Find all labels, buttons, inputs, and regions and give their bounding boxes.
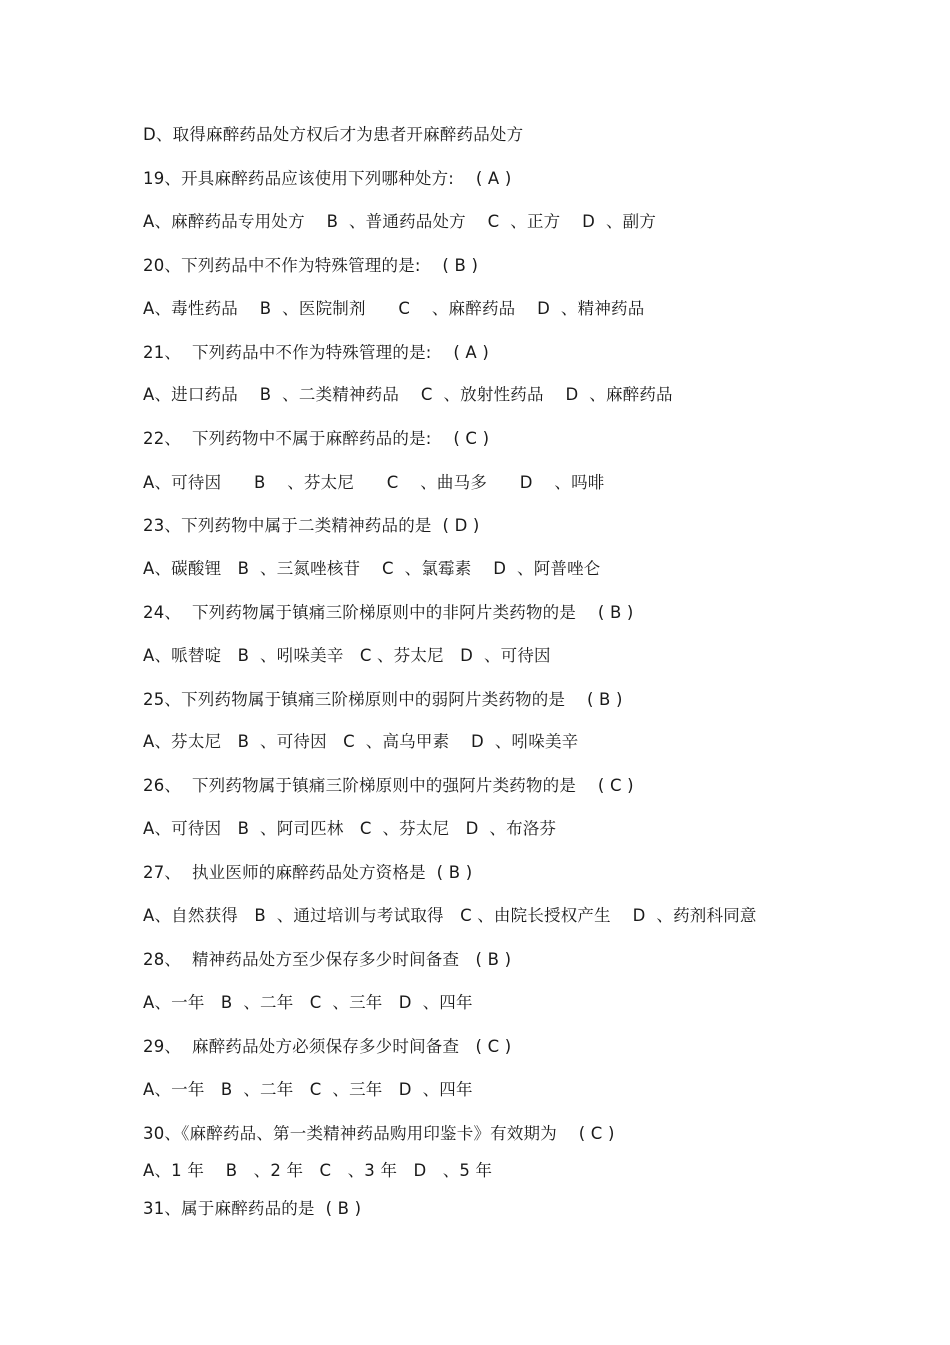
options-q30: A、1 年 B 、2 年 C 、3 年 D 、5 年	[143, 1161, 493, 1180]
question-29: 29、 麻醉药品处方必须保存多少时间备查 ( C )	[143, 1037, 512, 1056]
question-30: 30、《麻醉药品、第一类精神药品购用印鉴卡》有效期为 ( C )	[143, 1124, 615, 1143]
question-26: 26、 下列药物属于镇痛三阶梯原则中的强阿片类药物的是 ( C )	[143, 776, 634, 795]
question-25: 25、下列药物属于镇痛三阶梯原则中的弱阿片类药物的是 ( B )	[143, 690, 623, 709]
options-q26: A、可待因 B 、阿司匹林 C 、芬太尼 D 、布洛芬	[143, 819, 557, 838]
question-28: 28、 精神药品处方至少保存多少时间备查 ( B )	[143, 950, 512, 969]
question-21: 21、 下列药品中不作为特殊管理的是: ( A )	[143, 343, 489, 362]
options-q29: A、一年 B 、二年 C 、三年 D 、四年	[143, 1080, 473, 1099]
question-27: 27、 执业医师的麻醉药品处方资格是 ( B )	[143, 863, 473, 882]
options-q21: A、进口药品 B 、二类精神药品 C 、放射性药品 D 、麻醉药品	[143, 385, 673, 404]
options-q27: A、自然获得 B 、通过培训与考试取得 C 、由院长授权产生 D 、药剂科同意	[143, 906, 757, 925]
options-q24: A、哌替啶 B 、吲哚美辛 C 、芬太尼 D 、可待因	[143, 646, 551, 665]
question-22: 22、 下列药物中不属于麻醉药品的是: ( C )	[143, 429, 490, 448]
options-q22: A、可待因 B 、芬太尼 C 、曲马多 D 、吗啡	[143, 473, 605, 492]
options-q20: A、毒性药品 B 、医院制剂 C 、麻醉药品 D 、精神药品	[143, 299, 645, 318]
question-23: 23、下列药物中属于二类精神药品的是 ( D )	[143, 516, 480, 535]
options-q25: A、芬太尼 B 、可待因 C 、高乌甲素 D 、吲哚美辛	[143, 732, 579, 751]
question-24: 24、 下列药物属于镇痛三阶梯原则中的非阿片类药物的是 ( B )	[143, 603, 634, 622]
question-20: 20、下列药品中不作为特殊管理的是: ( B )	[143, 256, 479, 275]
question-31: 31、属于麻醉药品的是 ( B )	[143, 1199, 362, 1218]
options-q19: A、麻醉药品专用处方 B 、普通药品处方 C 、正方 D 、副方	[143, 212, 657, 231]
options-q23: A、碳酸锂 B 、三氮唑核苷 C 、氯霉素 D 、阿普唑仑	[143, 559, 601, 578]
option-line-d-q18: D、取得麻醉药品处方权后才为患者开麻醉药品处方	[143, 125, 524, 144]
options-q28: A、一年 B 、二年 C 、三年 D 、四年	[143, 993, 473, 1012]
question-19: 19、开具麻醉药品应该使用下列哪种处方: ( A )	[143, 169, 512, 188]
